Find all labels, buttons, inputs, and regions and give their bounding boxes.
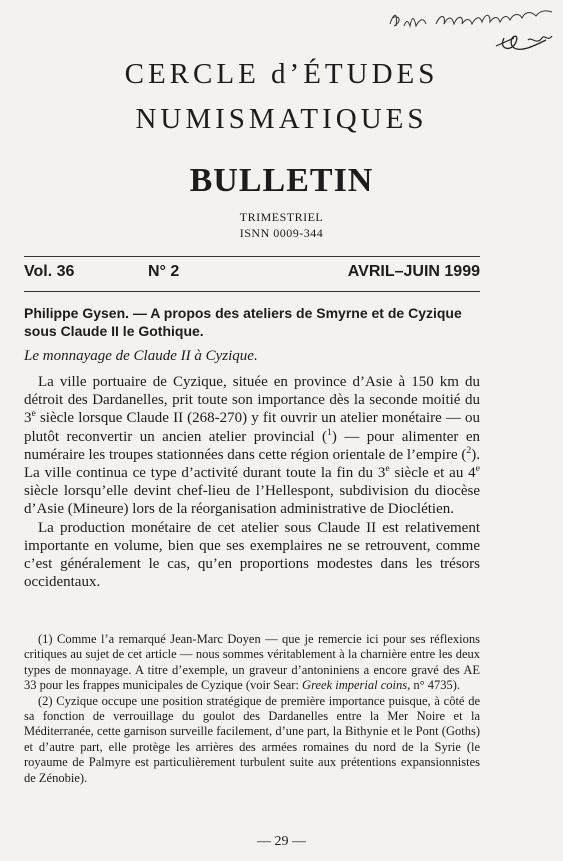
- section-title: Le monnayage de Claude II à Cyzique.: [24, 348, 258, 364]
- footnote-ref-2: 2: [466, 444, 472, 456]
- article-body: [24, 373, 480, 591]
- superscript: e: [385, 463, 390, 475]
- page-number: — 29 —: [257, 834, 306, 849]
- text-run: , n° 4735).: [407, 678, 461, 693]
- paragraph-1: [24, 373, 480, 519]
- superscript: e: [31, 408, 36, 420]
- bulletin-frequency: TRIMESTRIEL: [239, 210, 324, 224]
- issue-top-rule: [24, 256, 480, 257]
- organization-name-line2: NUMISMATIQUES: [135, 103, 428, 135]
- issue-volume: Vol. 36: [24, 263, 75, 280]
- text-run: (1) Comme l’a remarqué Jean-Marc Doyen — que je remercie ici pour ses réflexions critiques au sujet de cet article — nous sommes véritablement à la charnière entre les deux types de monnayage. A titre d’exemple, un graveur d’antoniniens a encore gravé des AE 33 pour les frappes municipales de Cyzique (voir Sear:: [24, 632, 480, 693]
- footnotes: [24, 632, 480, 786]
- handwritten-dedication: [386, 2, 556, 62]
- footnote-2: (2) Cyzique occupe une position stratégique de première importance puisque, à côté de sa fonction de verrouillage du goulot des Dardanelles entre la Mer Noire et la Méditerranée, cette garnison surveille facilement, d’une part, la Bithynie et le Pont (Goths) et d’autre part, elle protège les arrières des armées romaines du nord de la Syrie (le royaume de Palmyre est particulièrement turbulent suite aux prétentions expansionnistes de Zénobie).: [24, 693, 480, 785]
- paragraph-2: La production monétaire de cet atelier sous Claude II est relativement importante en volume, bien que ses exemplaires ne se retrouvent, comme c’est généralement le cas, qu’en proportions modestes dans les trésors occidentaux.: [24, 519, 480, 591]
- organization-name-line1: CERCLE d’ÉTUDES: [124, 58, 439, 90]
- text-run: siècle lorsque Claude II (268-270) y fit ouvrir un atelier monétaire — ou plutôt reconvertir un ancien atelier provincial (: [24, 410, 480, 445]
- book-title: Greek imperial coins: [302, 678, 408, 693]
- superscript: e: [475, 463, 480, 475]
- footnote-ref-1: 1: [326, 426, 332, 438]
- text-run: ). La ville continua ce type d’activité durant toute la fin du 3: [24, 446, 480, 482]
- article-title: Philippe Gysen. — A propos des ateliers de Smyrne et de Cyzique sous Claude II le Gothique.: [24, 305, 462, 339]
- text-run: siècle lorsqu’elle devint chef-lieu de l’Hellespont, subdivision du diocèse d’Asie (Mineure) lors de la réorganisation administrative de Dioclétien.: [24, 483, 480, 518]
- text-run: La ville portuaire de Cyzique, située en province d’Asie à 150 km du détroit des Dardanelles, prit toute son importance dès la seconde moitié du 3: [24, 374, 480, 427]
- issue-period: AVRIL–JUIN 1999: [347, 263, 480, 280]
- text-run: siècle et au 4: [389, 465, 476, 482]
- issue-bottom-rule: [24, 291, 480, 292]
- issue-number: N° 2: [148, 263, 180, 280]
- bulletin-title: BULLETIN: [189, 162, 374, 199]
- bulletin-issn: ISNN 0009-344: [239, 226, 324, 240]
- text-run: ) — pour alimenter en numéraire les troupes stationnées dans cette région orientale de l’empire (: [24, 428, 480, 463]
- footnote-1: [24, 632, 480, 694]
